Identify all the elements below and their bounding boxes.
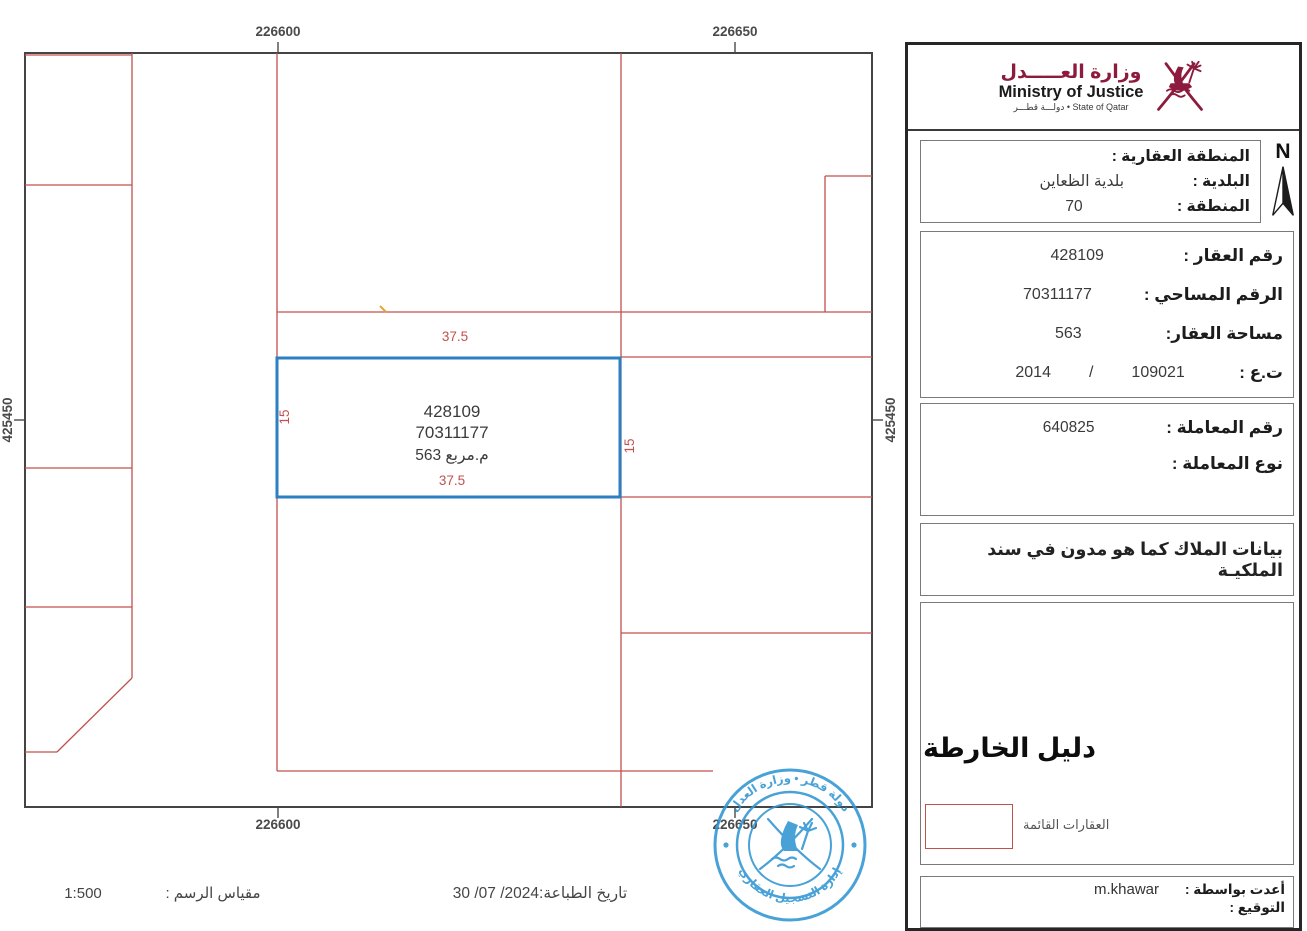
axis-label-bottom-right: 226650 bbox=[712, 817, 758, 832]
prepared-by-box bbox=[920, 876, 1294, 928]
axis-label-top-right: 226650 bbox=[712, 24, 758, 39]
info-panel bbox=[905, 42, 1302, 931]
prepared-by-value: m.khawar bbox=[1093, 881, 1160, 898]
region-info-box bbox=[920, 140, 1261, 223]
north-letter: N bbox=[1275, 140, 1291, 163]
district-label: المنطقة : bbox=[1177, 198, 1250, 215]
area-value: 563 bbox=[1054, 325, 1082, 343]
svg-text:37.5: 37.5 bbox=[441, 329, 469, 344]
stamp-emblem-icon bbox=[760, 819, 820, 869]
zone-label: المنطقة العقارية : bbox=[1111, 148, 1250, 165]
state-of-qatar-line: State of Qatar • دولـــة قطـــر bbox=[1013, 101, 1129, 112]
north-arrow bbox=[1263, 141, 1303, 227]
survey-number-row bbox=[931, 285, 1283, 305]
map-legend-box bbox=[920, 602, 1294, 865]
ta-number: 109021 bbox=[1131, 364, 1185, 382]
parcel-number-value: 428109 bbox=[1050, 246, 1104, 264]
ta-year: 2014 bbox=[1015, 364, 1051, 382]
axis-label-east: 425450 bbox=[883, 397, 898, 443]
parcel-number-label: رقم العقار : bbox=[1183, 245, 1283, 265]
svg-text:15: 15 bbox=[622, 438, 637, 454]
existing-properties-swatch bbox=[925, 804, 1013, 849]
svg-text:15: 15 bbox=[277, 409, 292, 425]
transaction-type-row bbox=[931, 454, 1283, 474]
prepared-by-row bbox=[929, 881, 1285, 898]
print-date: تاريخ الطباعة:2024/ 07/ 30 bbox=[452, 885, 628, 902]
municipality-row bbox=[931, 172, 1250, 191]
transaction-type-label: نوع المعاملة : bbox=[1171, 454, 1283, 473]
property-info-box bbox=[920, 231, 1294, 398]
ministry-name-en: Ministry of Justice bbox=[998, 83, 1144, 102]
owners-note-text: بيانات الملاك كما هو مدون في سند الملكيـة bbox=[987, 538, 1283, 580]
area-label: مساحة العقار: bbox=[1165, 324, 1283, 344]
prepared-by-label: أعدت بواسطة : bbox=[1185, 881, 1285, 897]
stamp-arc-bottom: إدارة التسجيل العقاري bbox=[736, 865, 844, 906]
scale-value: 1:500 bbox=[64, 885, 102, 902]
district-value: 70 bbox=[1065, 197, 1083, 215]
existing-properties-label: العقارات القائمة bbox=[1023, 817, 1110, 832]
axis-label-west: 425450 bbox=[0, 397, 15, 443]
ministry-header bbox=[908, 45, 1299, 131]
signature-row bbox=[929, 900, 1285, 916]
legend-title: دليل الخارطة bbox=[923, 733, 1096, 763]
north-arrow-icon bbox=[1269, 162, 1297, 222]
parcel-survey-number: 70311177 bbox=[415, 423, 489, 442]
parcel-area: م.مربع 563 bbox=[415, 447, 489, 464]
ta-values bbox=[931, 364, 1239, 382]
transaction-number-value: 640825 bbox=[1042, 419, 1095, 436]
qatar-moj-emblem-icon bbox=[1152, 56, 1208, 118]
parcel-number-row bbox=[931, 246, 1283, 266]
signature-label: التوقيع : bbox=[1229, 900, 1285, 915]
transaction-info-box bbox=[920, 403, 1294, 516]
ta-separator: / bbox=[1088, 364, 1094, 382]
axis-label-top-left: 226600 bbox=[255, 24, 301, 39]
municipality-value: بلدية الظعاين bbox=[1039, 173, 1125, 190]
parcel-number: 428109 bbox=[423, 402, 481, 421]
registration-stamp-icon bbox=[715, 770, 865, 920]
stamp-arc-top: دولة قطر • وزارة العدل bbox=[728, 772, 852, 815]
ta-row bbox=[931, 363, 1283, 383]
transaction-number-label: رقم المعاملة : bbox=[1166, 418, 1283, 437]
survey-number-value: 70311177 bbox=[1023, 285, 1092, 303]
ta-label: ت.ع : bbox=[1239, 363, 1283, 383]
area-row bbox=[931, 324, 1283, 344]
svg-text:37.5: 37.5 bbox=[438, 473, 466, 488]
ministry-name-ar: وزارة العـــــدل bbox=[1000, 62, 1142, 84]
scale-label: مقياس الرسم : bbox=[165, 885, 261, 902]
zone-row bbox=[931, 147, 1250, 166]
owners-note-box bbox=[920, 523, 1294, 596]
municipality-label: البلدية : bbox=[1192, 173, 1250, 190]
district-row bbox=[931, 197, 1250, 216]
survey-number-label: الرقم المساحي : bbox=[1143, 284, 1283, 304]
axis-label-bottom-left: 226600 bbox=[255, 817, 301, 832]
ministry-logo-text bbox=[999, 62, 1144, 112]
transaction-number-row bbox=[931, 418, 1283, 438]
